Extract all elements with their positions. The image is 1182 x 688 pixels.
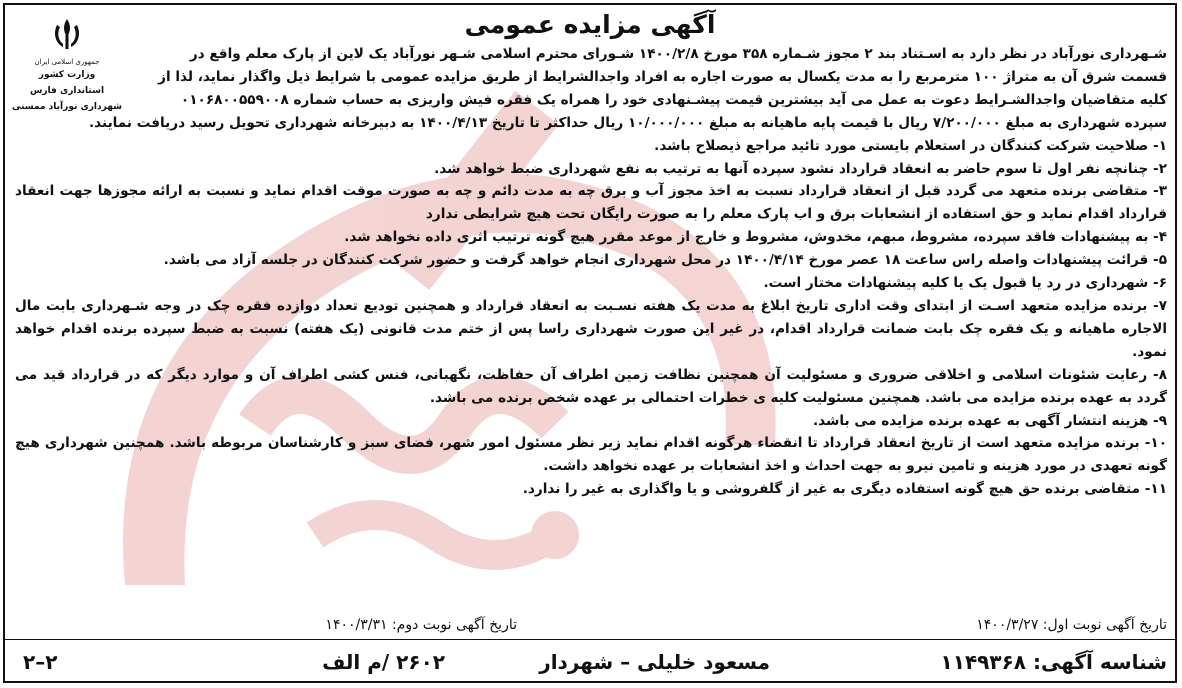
logo-municipality: شهرداری نورآباد ممسنی — [12, 102, 122, 112]
notice-title: آگهی مزایده عمومی — [464, 10, 716, 39]
second-publication-date: تاریخ آگهی نوبت دوم: ۱۴۰۰/۳/۳۱ — [325, 617, 517, 633]
condition-item: ۱۱- متقاضی برنده حق هیچ گونه استفاده دیگری به غیر از گلفروشی و یا واگذاری به غیر را ندارد. — [522, 481, 1167, 498]
condition-item: ۴- به پیشنهادات فاقد سپرده، مشروط، مبهم، مخدوش، مشروط و خارج از موعد مقرر هیچ گونه ترتیب اثری داده نخواهد شد. — [344, 229, 1167, 246]
condition-item: ۶- شهرداری در رد یا قبول یک یا کلیه پیشنهادات مختار است. — [763, 275, 1167, 292]
condition-item: ۷- برنده مزایده متعهد اسـت از ابتدای وقت اداری تاریخ ابلاغ به مدت یک هفته نسـبت به انعقاد قرارداد و همچنین تودیع تعداد دوازده فقره چک در وجه شـهرداری بابت مال الاجاره ماهیانه و یک فقره چک بابت ضمانت قرارداد اقدام، در غیر این صورت شهرداری راسا پس از ختم مدت قانونی (یک هفته) نسبت به ضبط سپرده برنده اقدام خواهد نمود. — [15, 297, 1167, 360]
notice-body — [15, 43, 1167, 501]
logo-province: استانداری فارس — [29, 86, 105, 96]
notice-footer — [5, 639, 1175, 683]
mayor-signature: مسعود خلیلی – شهردار — [539, 650, 770, 674]
notice-intro — [15, 43, 1167, 135]
condition-item: ۱۰- برنده مزایده متعهد است از تاریخ انعقاد قرارداد تا انقضاء هرگونه اقدام نماید زیر نظر مسئول امور شهر، فضای سبز و کارشناسان مربوطه باشد. همچنین شهرداری هیچ گونه تعهدی در مورد هزینه و تامین نیرو به جهت احداث و اخذ انشعابات بر عهده نخواهد داشت. — [15, 435, 1167, 475]
first-publication-date: تاریخ آگهی نوبت اول: ۱۴۰۰/۳/۲۷ — [976, 617, 1167, 633]
intro-line: کلیه متقاضیان واجدالشـرایط دعوت به عمل می آید بیشترین قیمت پیشـنهادی خود را همراه یک فقره فیش واریزی به حساب شماره ۰۱۰۶۸۰۰۵۵۹۰۰۸ — [180, 91, 1167, 108]
notice-id: شناسه آگهی: ۱۱۴۹۳۶۸ — [940, 650, 1167, 674]
publication-dates — [13, 613, 1167, 637]
condition-item: ۸- رعایت شئونات اسلامی و اخلاقی ضروری و مسئولیت آن همچنین نظافت زمین اطراف آن حفاظت، نگهبانی، فنس کشی اطراف آن و موارد دیگر که در قرارداد قید می گردد به عهده برنده مزایده می باشد. همچنین مسئولیت کلیه ی خطرات احتمالی بر عهده شخص برنده می باشد. — [15, 366, 1167, 406]
intro-line: شـهرداری نورآباد در نظر دارد به اسـتناد بند ۲ مجوز شـماره ۳۵۸ مورخ ۱۴۰۰/۲/۸ شـورای محترم اسلامی شـهر نورآباد یک لاین از پارک معلم واقع در — [189, 46, 1167, 62]
notice-code: ۲۶۰۲ /م الف — [322, 650, 445, 674]
intro-line: قسمت شرق آن به متراژ ۱۰۰ مترمربع را به مدت یکسال به صورت اجاره به افراد واجدالشرایط از طریق مزایده عمومی با شرایط ذیل واگذار نماید، لذا از — [158, 68, 1167, 85]
condition-item: ۵- قرائت پیشنهادات واصله راس ساعت ۱۸ عصر مورخ ۱۴۰۰/۴/۱۴ در محل شهرداری انجام خواهد گرفت و حضور شرکت کنندگان در جلسه آزاد می باشد. — [163, 252, 1167, 269]
condition-item: ۹- هزینه انتشار آگهی به عهده برنده مزایده می باشد. — [813, 412, 1167, 429]
intro-line: سپرده شهرداری به مبلغ ۷/۲۰۰/۰۰۰ ریال با قیمت پایه ماهیانه به مبلغ ۱۰/۰۰۰/۰۰۰ ریال حداکثر تا تاریخ ۱۴۰۰/۴/۱۳ به دبیرخانه شهرداری تحویل رسید دریافت نمایند. — [89, 114, 1167, 131]
logo-ministry: وزارت کشور — [38, 70, 96, 80]
condition-item: ۱- صلاحیت شرکت کنندگان در استعلام بایستی مورد تائید مراجع ذیصلاح باشد. — [654, 137, 1167, 154]
logo-republic-text: جمهوری اسلامی ایران — [34, 58, 100, 66]
page-indicator: ۲–۲ — [23, 650, 58, 674]
condition-item: ۳- متقاضی برنده متعهد می گردد قبل از انعقاد قرارداد نسبت به اخذ مجوز آب و برق چه به مدت دائم و چه به صورت موقت اقدام نماید و نسبت به ارائه مجوزها جهت انعقاد قرارداد اقدام نماید و حق استفاده از انشعابات برق و اب پارک معلم را به صورت رایگان تحت هیچ شرایطی ندارد — [15, 183, 1167, 223]
notice-frame — [3, 3, 1177, 683]
condition-item: ۲- چنانچه نفر اول تا سوم حاضر به انعقاد قرارداد نشود سپرده آنها به ترتیب به نفع شهرداری ضبط خواهد شد. — [434, 160, 1167, 177]
